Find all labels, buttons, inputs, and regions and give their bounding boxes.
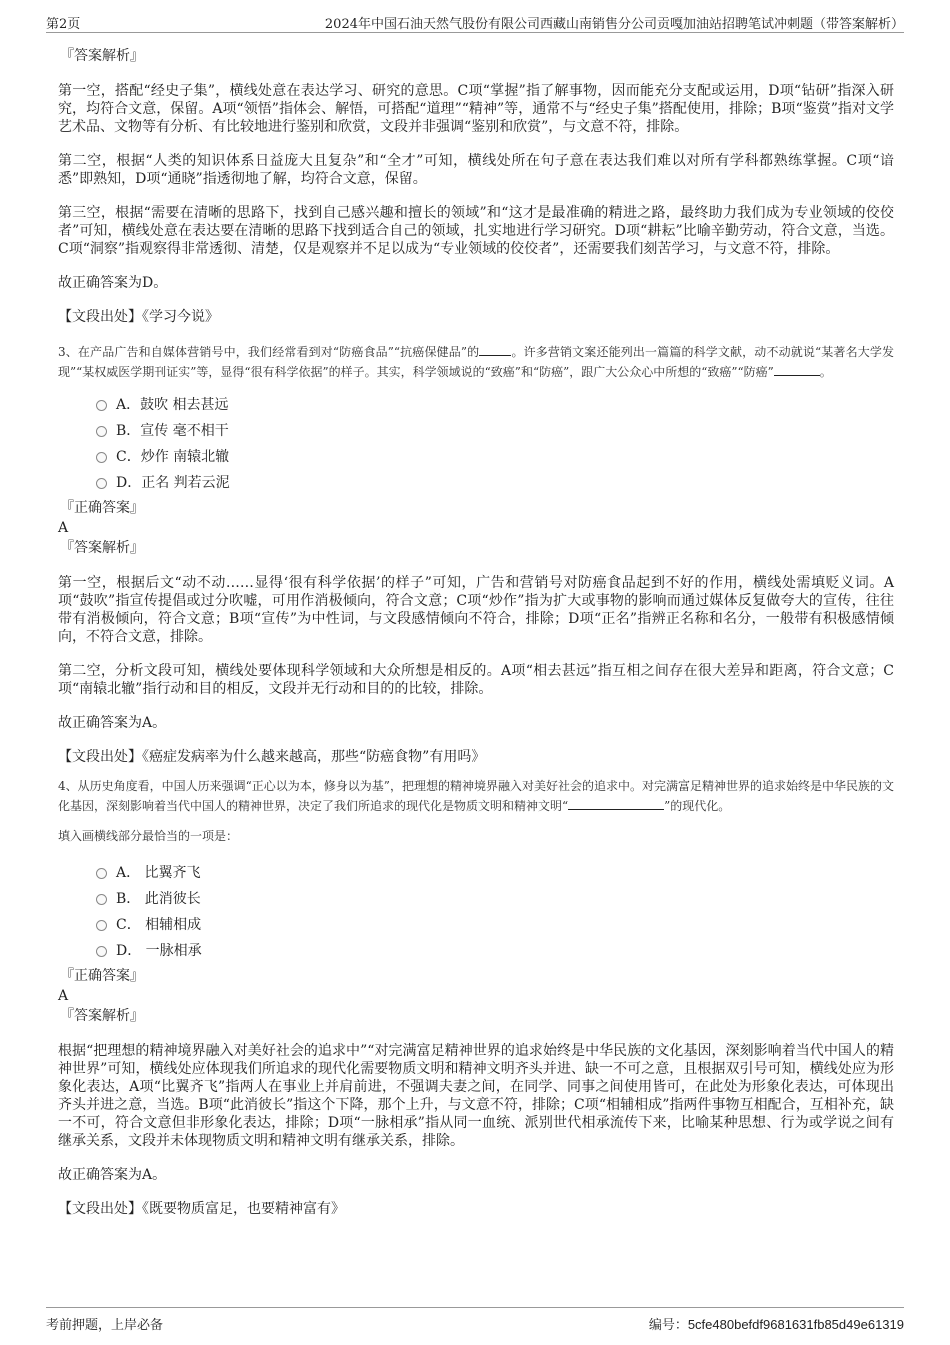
q2-analysis-para-2: 第二空，根据“人类的知识体系日益庞大且复杂”和“全才”可知，横线处所在句子意在表达我们难以对所有学科都熟练掌握。C项“谙悉”即熟知，D项“通晓”指透彻地了解，均符合文意，保留。 xyxy=(58,153,894,187)
document-id: 编号：5cfe480befdf9681631fb85d49e61319 xyxy=(648,1317,904,1332)
q4-option-b[interactable]: B． 此消彼长 xyxy=(96,886,894,912)
page-number: 第2页 xyxy=(46,17,81,32)
q4-answer: A xyxy=(58,988,69,1004)
radio-icon[interactable] xyxy=(96,868,107,879)
q3-analysis-para-2: 第二空，分析文段可知，横线处要体现科学领域和大众所想是相反的。A项“相去甚远”指互相之间存在很大差异和距离，符合文意；C项“南辕北辙”指行动和目的相反，文段并无行动和目的的比较，排除。 xyxy=(58,663,894,697)
q3-answer: A xyxy=(58,520,69,536)
radio-icon[interactable] xyxy=(96,478,107,489)
q3-options xyxy=(58,392,894,496)
q2-source: 【文段出处】《学习今说》 xyxy=(58,309,219,325)
q4-options xyxy=(58,860,894,964)
q2-analysis-para-3: 第三空，根据“需要在清晰的思路下，找到自己感兴趣和擅长的领域”和“这才是最准确的精进之路，最终助力我们成为专业领域的佼佼者”可知，横线处意在表达要在清晰的思路下找到适合自己的领域，扎实地进行学习研究。D项“耕耘”比喻辛勤劳动，符合文意，当选。C项“洞察”指观察得非常透彻、清楚，仅是观察并不足以成为“专业领域的佼佼者”，还需要我们刻苦学习，与文意不符，排除。 xyxy=(58,205,894,257)
radio-icon[interactable] xyxy=(96,920,107,931)
footer-slogan: 考前押题，上岸必备 xyxy=(46,1318,164,1333)
radio-icon[interactable] xyxy=(96,400,107,411)
q3-source: 【文段出处】《癌症发病率为什么越来越高，那些“防癌食物”有用吗》 xyxy=(58,749,486,765)
radio-icon[interactable] xyxy=(96,946,107,957)
radio-icon[interactable] xyxy=(96,426,107,437)
radio-icon[interactable] xyxy=(96,452,107,463)
q2-conclusion: 故正确答案为D。 xyxy=(58,275,168,291)
page-footer xyxy=(46,1307,904,1332)
q4-correct-label: 『正确答案』 xyxy=(60,968,144,984)
q4-conclusion: 故正确答案为A。 xyxy=(58,1167,167,1183)
q4-option-a[interactable]: A． 比翼齐飞 xyxy=(96,860,894,886)
q4-question: 4、从历史角度看，中国人历来强调“正心以为本，修身以为基”，把理想的精神境界融入对美好社会的追求中。对完满富足精神世界的追求始终是中华民族的文化基因，深刻影响着当代中国人的精神世界，决定了我们所追求的现代化是物质文明和精神文明“ ”的现代化。 xyxy=(58,779,894,813)
page-header xyxy=(46,10,904,33)
document-title: 2024年中国石油天然气股份有限公司西藏山南销售分公司贡嘎加油站招聘笔试冲刺题（带答案解析） xyxy=(324,17,904,32)
q4-analysis-para-1: 根据“把理想的精神境界融入对美好社会的追求中”“对完满富足精神世界的追求始终是中华民族的文化基因，深刻影响着当代中国人的精神世界”可知，横线处应体现我们所追求的现代化需要物质文明和精神文明齐头并进、缺一不可之意，且根据双引号可知，横线处应为形象化表达，A项“比翼齐飞”指两人在事业上并肩前进，不强调夫妻之间，在同学、同事之间使用皆可，在此处为形象化表达，可体现出齐头并进之意，当选。B项“此消彼长”指这个下降，那个上升，与文意不符，排除；C项“相辅相成”指两件事物互相配合，互相补充，缺一不可，符合文意但非形象化表达，排除；D项“一脉相承”指从同一血统、派别世代相承流传下来，比喻某种思想、行为或学说之间有继承关系，文段并未体现物质文明和精神文明有继承关系，排除。 xyxy=(58,1043,894,1149)
q4-option-c[interactable]: C． 相辅相成 xyxy=(96,912,894,938)
q3-analysis-label: 『答案解析』 xyxy=(60,540,144,556)
radio-icon[interactable] xyxy=(96,894,107,905)
q4-analysis-label: 『答案解析』 xyxy=(60,1008,144,1024)
q4-option-d[interactable]: D． 一脉相承 xyxy=(96,938,894,964)
q4-source: 【文段出处】《既要物质富足，也要精神富有》 xyxy=(58,1201,345,1217)
q3-question: 3、在产品广告和自媒体营销号中，我们经常看到对“防癌食品”“抗癌保健品”的 。许多营销文案还能列出一篇篇的科学文献，动不动就说“某著名大学发现”“某权威医学期刊证实”等，显得“很有科学依据”的样子。其实，科学领域说的“致癌”和“防癌”，跟广大公众心中所想的“致癌”“防癌” 。 xyxy=(58,345,895,379)
q3-option-a[interactable]: A．鼓吹 相去甚远 xyxy=(96,392,894,418)
q3-correct-label: 『正确答案』 xyxy=(60,500,144,516)
q3-analysis-para-1: 第一空，根据后文“动不动……显得‘很有科学依据’的样子”可知，广告和营销号对防癌食品起到不好的作用，横线处需填贬义词。A项“鼓吹”指宣传提倡或过分吹嘘，可用作消极倾向，符合文意；C项“炒作”指为扩大或事物的影响而通过媒体反复做夸大的宣传，往往带有消极倾向，符合文意；B项“宣传”为中性词，与文段感情倾向不符合，排除；D项“正名”指辨正名称和名分，一般带有积极感情倾向，不符合文意，排除。 xyxy=(58,575,894,645)
q3-conclusion: 故正确答案为A。 xyxy=(58,715,167,731)
q2-analysis-label: 『答案解析』 xyxy=(60,48,144,64)
main-content xyxy=(58,44,894,1218)
q3-option-d[interactable]: D．正名 判若云泥 xyxy=(96,470,894,496)
q3-option-b[interactable]: B．宣传 毫不相干 xyxy=(96,418,894,444)
q3-option-c[interactable]: C．炒作 南辕北辙 xyxy=(96,444,894,470)
q2-analysis-para-1: 第一空，搭配“经史子集”，横线处意在表达学习、研究的意思。C项“掌握”指了解事物，因而能充分支配或运用，D项“钻研”指深入研究，均符合文意，保留。A项“领悟”指体会、解悟，可搭配“道理”“精神”等，通常不与“经史子集”搭配使用，排除；B项“鉴赏”指对文学艺术品、文物等有分析、有比较地进行鉴别和欣赏，文段并非强调“鉴别和欣赏”，与文意不符，排除。 xyxy=(58,83,894,135)
q4-prompt: 填入画横线部分最恰当的一项是： xyxy=(58,829,239,843)
